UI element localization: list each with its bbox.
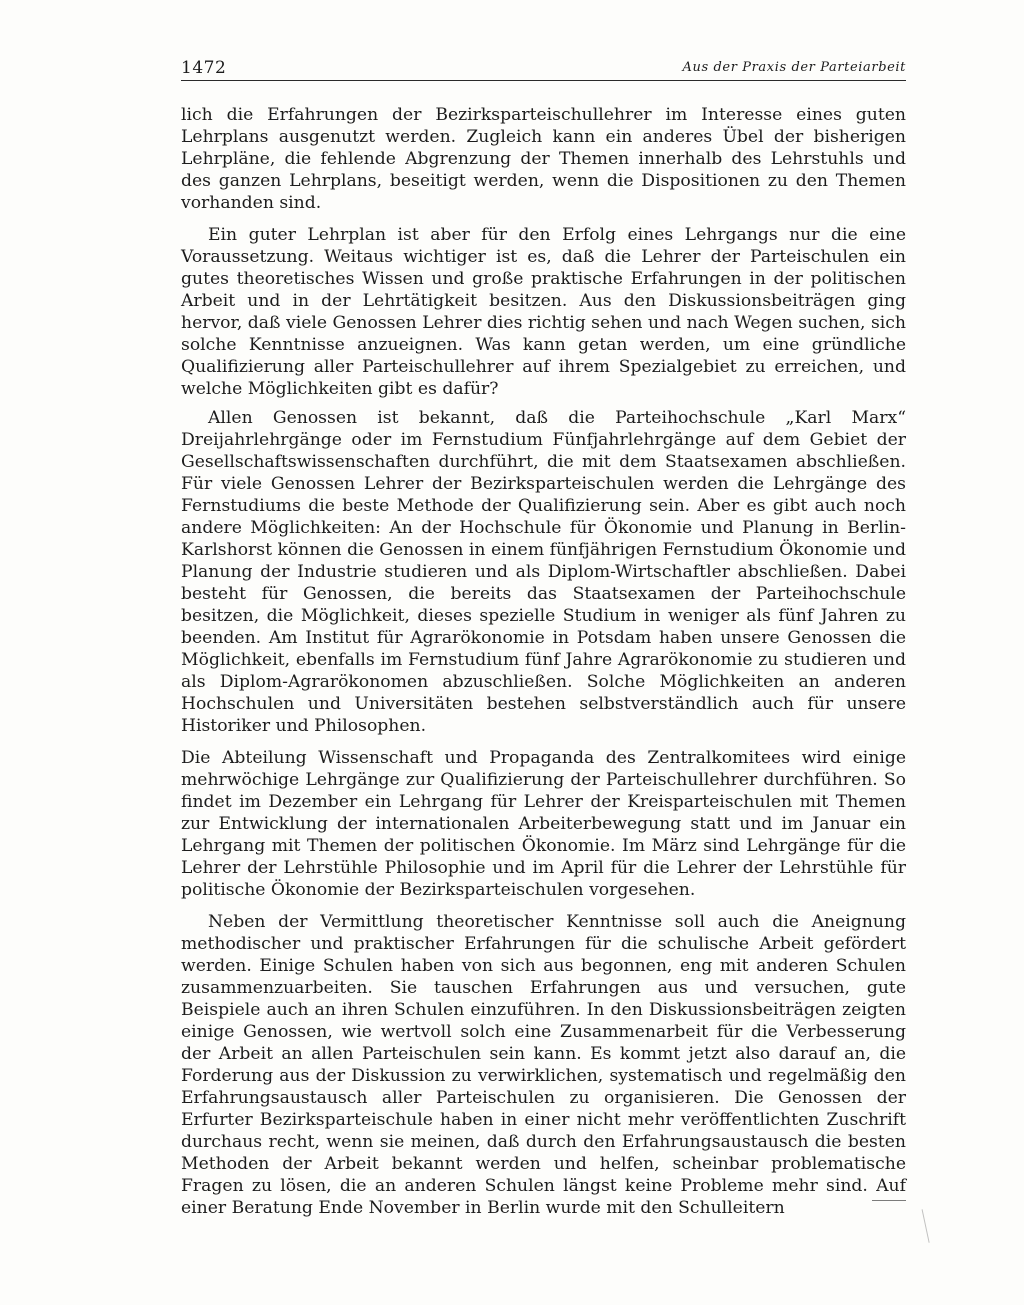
running-title: Aus der Praxis der Parteiarbeit xyxy=(682,60,906,75)
article-body xyxy=(181,104,906,1219)
paragraph-abteilung-wissenschaft: Die Abteilung Wissenschaft und Propaganda des Zentralkomitees wird einige mehrwöchige Lehrgänge zur Qualifizierung der Parteischullehrer durchführen. So findet im Dezember ein Lehrgang für Lehrer der Kreisparteischulen mit Themen zur Entwicklung der internationalen Arbeiterbewegung statt und im Januar ein Lehrgang mit Themen der politischen Ökonomie. Im März sind Lehrgänge für die Lehrer der Lehrstühle Philosophie und im April für die Lehrer der Lehrstühle für politische Ökonomie der Bezirksparteischulen vorgesehen. xyxy=(181,748,906,900)
page-header xyxy=(181,58,906,81)
bottom-rule-mark xyxy=(872,1200,906,1201)
page-number: 1472 xyxy=(181,58,227,78)
paragraph-erfahrungsaustausch: Neben der Vermittlung theoretischer Kenntnisse soll auch die Aneignung methodischer und praktischer Erfahrungen für die schulische Arbeit gefördert werden. Einige Schulen haben von sich aus begonnen, eng mit anderen Schulen zusammenzuarbeiten. Sie tauschen Erfahrungen aus und versuchen, gute Beispiele auch an ihren Schulen einzuführen. In den Diskussionsbeiträgen zeigten einige Genossen, wie wertvoll solch eine Zusammenarbeit für die Verbesserung der Arbeit an allen Parteischulen sein kann. Es kommt jetzt also darauf an, die Forderung aus der Diskussion zu verwirklichen, systematisch und regelmäßig den Erfahrungsaustausch aller Parteischulen zu organisieren. Die Genossen der Erfurter Bezirksparteischule haben in einer nicht mehr veröffentlichten Zuschrift durchaus recht, wenn sie meinen, daß durch den Erfahrungsaustausch die besten Methoden der Arbeit bekannt werden und helfen, scheinbar problematische Fragen zu lösen, die an anderen Schulen längst keine Probleme mehr sind. Auf einer Beratung Ende November in Berlin wurde mit den Schulleitern xyxy=(181,912,906,1218)
paragraph-lehrplan-voraussetzung: Ein guter Lehrplan ist aber für den Erfolg eines Lehrgangs nur die eine Voraussetzung. Weitaus wichtiger ist es, daß die Lehrer der Parteischulen ein gutes theoretisches Wissen und große praktische Erfahrungen in der politischen Arbeit und in der Lehrtätigkeit besitzen. Aus den Diskussionsbeiträgen ging hervor, daß viele Genossen Lehrer dies richtig sehen und nach Wegen suchen, sich solche Kenntnisse anzueignen. Was kann getan werden, um eine gründliche Qualifizierung aller Parteischullehrer auf ihrem Spezialgebiet zu erreichen, und welche Möglichkeiten gibt es dafür? xyxy=(181,225,906,399)
paragraph-continuation: lich die Erfahrungen der Bezirksparteischullehrer im Interesse eines guten Lehrplans ausgenutzt werden. Zugleich kann ein anderes Übel der bisherigen Lehrpläne, die fehlende Abgrenzung der Themen innerhalb des Lehrstuhls und des ganzen Lehrplans, beseitigt werden, wenn die Dispositionen zu den Themen vorhanden sind. xyxy=(181,105,906,213)
paragraph-fernstudium: Allen Genossen ist bekannt, daß die Parteihochschule „Karl Marx“ Dreijahrlehrgänge oder im Fernstudium Fünfjahrlehrgänge auf dem Gebiet der Gesellschaftswissenschaften durchführt, die mit dem Staatsexamen abschließen. Für viele Genossen Lehrer der Bezirksparteischulen werden die Lehrgänge des Fernstudiums die beste Methode der Qualifizierung sein. Aber es gibt auch noch andere Möglichkeiten: An der Hochschule für Ökonomie und Planung in Berlin-Karlshorst können die Genossen in einem fünfjährigen Fernstudium Ökonomie und Planung der Industrie studieren und als Diplom-Wirtschaftler abschließen. Dabei besteht für Genossen, die bereits das Staatsexamen der Parteihochschule besitzen, die Möglichkeit, dieses spezielle Studium in weniger als fünf Jahren zu beenden. Am Institut für Agrarökonomie in Potsdam haben unsere Genossen die Möglichkeit, ebenfalls im Fernstudium fünf Jahre Agrarökonomie zu studieren und als Diplom-Agrarökonomen abzuschließen. Solche Möglichkeiten an anderen Hochschulen und Universitäten bestehen selbstverständlich auch für unsere Historiker und Philosophen. xyxy=(181,408,906,736)
scan-edge-mark xyxy=(922,1207,940,1243)
